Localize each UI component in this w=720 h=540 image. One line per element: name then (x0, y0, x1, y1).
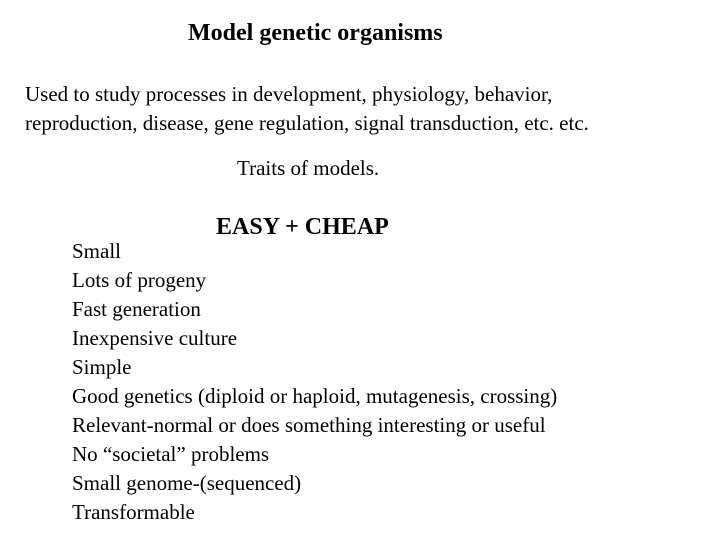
easy-cheap-heading: EASY + CHEAP (216, 214, 389, 240)
trait-item: Lots of progeny (72, 268, 207, 292)
trait-item: Small genome-(sequenced) (72, 471, 302, 495)
trait-item: Fast generation (72, 297, 201, 321)
trait-item: No “societal” problems (72, 442, 270, 466)
trait-item: Good genetics (diploid or haploid, mutagenesis, crossing) (72, 384, 558, 408)
trait-item: Simple (72, 355, 132, 379)
trait-item: Relevant-normal or does something interesting or useful (72, 413, 546, 437)
intro-line: reproduction, disease, gene regulation, signal transduction, etc. etc. (25, 111, 589, 135)
traits-subheading: Traits of models. (237, 156, 380, 180)
traits-list (72, 237, 557, 527)
trait-item: Inexpensive culture (72, 326, 238, 350)
trait-item: Small (72, 239, 122, 263)
intro-line: Used to study processes in development, physiology, behavior, (25, 82, 553, 106)
slide-title: Model genetic organisms (188, 20, 443, 46)
intro-text (25, 80, 589, 138)
trait-item: Transformable (72, 500, 195, 524)
